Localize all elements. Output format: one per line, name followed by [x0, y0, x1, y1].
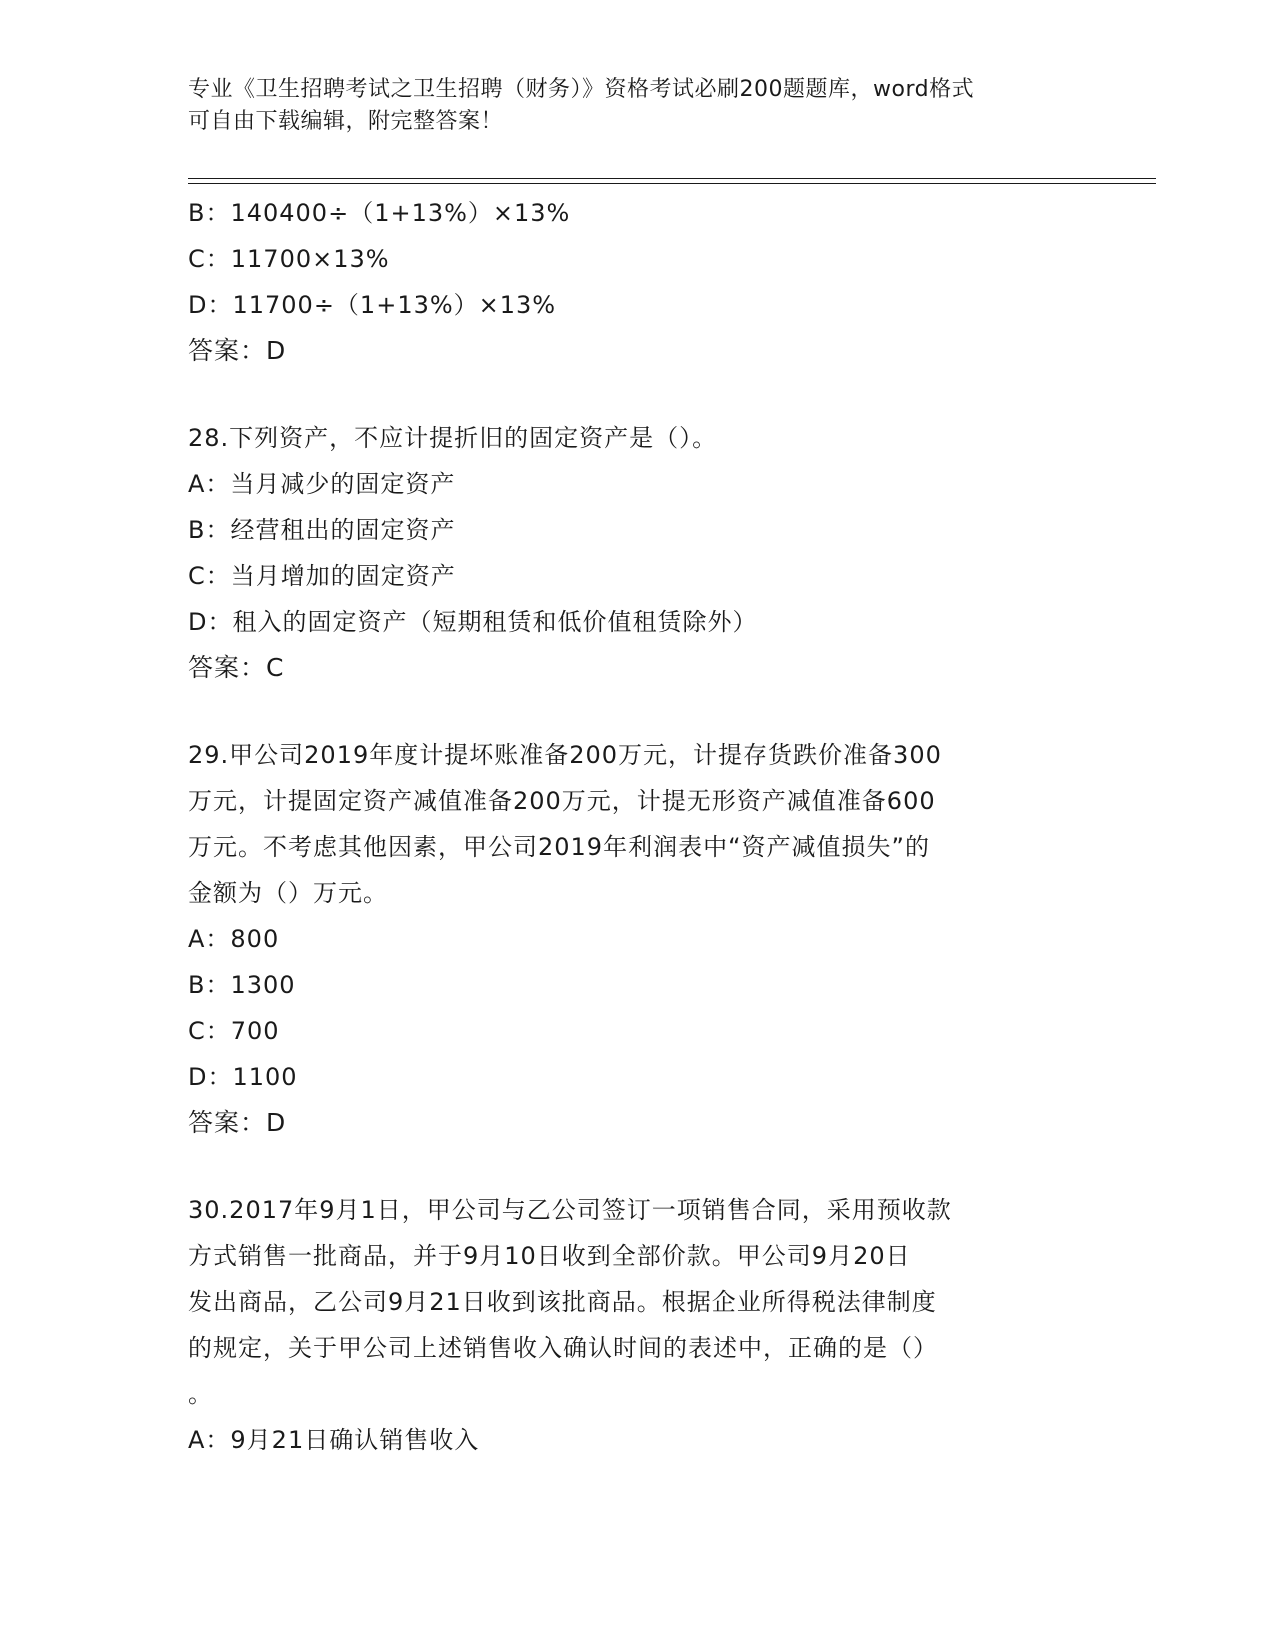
header-title-line-1: 专业《卫生招聘考试之卫生招聘（财务）》资格考试必刷200题题库，word格式: [188, 77, 975, 102]
question-stem-line: 金额为（）万元。: [188, 879, 388, 907]
option-b: B：经营租出的固定资产: [188, 516, 456, 544]
header-divider-top: [188, 178, 1156, 179]
question-stem-line: 30.2017年9月1日，甲公司与乙公司签订一项销售合同，采用预收款: [188, 1196, 952, 1224]
option-c: C：当月增加的固定资产: [188, 562, 456, 590]
question-stem-line: 方式销售一批商品，并于9月10日收到全部价款。甲公司9月20日: [188, 1242, 911, 1270]
spacer: [188, 374, 1088, 415]
header-divider-bottom: [188, 183, 1156, 184]
option-d: D：租入的固定资产（短期租赁和低价值租赁除外）: [188, 608, 758, 636]
option-a: A：当月减少的固定资产: [188, 470, 456, 498]
question-stem-line: 发出商品，乙公司9月21日收到该批商品。根据企业所得税法律制度: [188, 1288, 937, 1316]
spacer: [188, 691, 1088, 732]
answer-label: 答案：D: [188, 336, 287, 365]
question-27-tail: [188, 190, 1088, 374]
option-d: D：1100: [188, 1063, 298, 1091]
answer-label: 答案：C: [188, 653, 285, 682]
question-28: [188, 415, 1088, 691]
spacer: [188, 1146, 1088, 1187]
option-c: C：11700×13%: [188, 245, 390, 273]
question-stem-line: 29.甲公司2019年度计提坏账准备200万元，计提存货跌价准备300: [188, 741, 942, 769]
question-30: [188, 1187, 1088, 1463]
option-a: A：9月21日确认销售收入: [188, 1426, 480, 1454]
document-header: [188, 74, 1088, 138]
question-stem-line: 万元。不考虑其他因素，甲公司2019年利润表中“资产减值损失”的: [188, 833, 930, 861]
option-b: B：1300: [188, 971, 296, 999]
question-stem: 28.下列资产，不应计提折旧的固定资产是（）。: [188, 424, 718, 452]
question-content: [188, 190, 1088, 1463]
question-stem-line: 。: [188, 1380, 213, 1408]
option-c: C：700: [188, 1017, 280, 1045]
option-b: B：140400÷（1+13%）×13%: [188, 199, 571, 227]
header-title-line-2: 可自由下载编辑，附完整答案！: [188, 109, 504, 134]
question-stem-line: 万元，计提固定资产减值准备200万元，计提无形资产减值准备600: [188, 787, 936, 815]
option-a: A：800: [188, 925, 280, 953]
option-d: D：11700÷（1+13%）×13%: [188, 291, 557, 319]
answer-label: 答案：D: [188, 1108, 287, 1137]
question-29: [188, 732, 1088, 1146]
question-stem-line: 的规定，关于甲公司上述销售收入确认时间的表述中，正确的是（）: [188, 1334, 938, 1362]
